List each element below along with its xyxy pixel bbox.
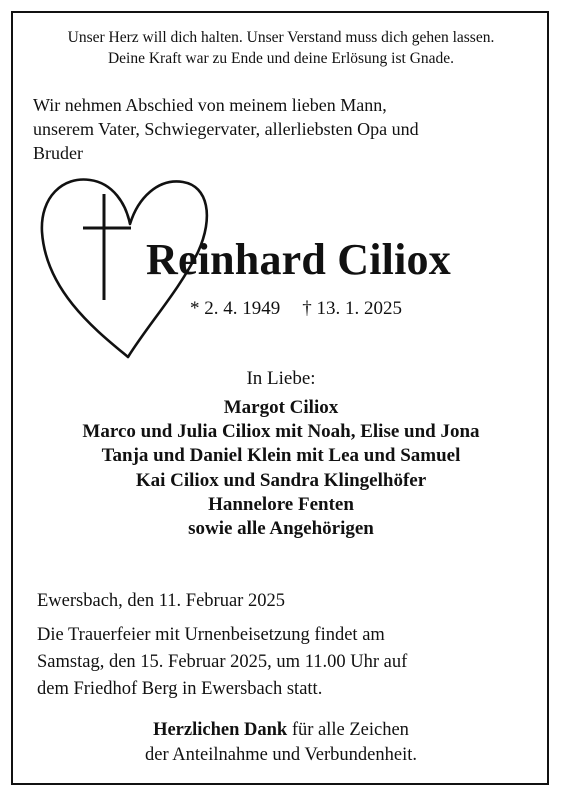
thanks-line-2: der Anteilnahme und Verbundenheit.: [145, 745, 417, 765]
mourner-name: Hannelore Fenten: [208, 493, 354, 515]
motto-line-2: Deine Kraft war zu Ende und deine Erlösung ist Gnade.: [107, 50, 455, 67]
thanks-line-1: [20, 718, 542, 743]
intro-line-3: Bruder: [33, 143, 83, 163]
motto: [20, 27, 542, 69]
intro-line-1: Wir nehmen Abschied von meinem lieben Mann,: [33, 95, 387, 115]
service-line-2: Samstag, den 15. Februar 2025, um 11.00 Uhr auf: [37, 652, 408, 672]
mourners-list: [20, 396, 542, 541]
mourner-name: Kai Ciliox und Sandra Klingelhöfer: [135, 469, 427, 491]
thanks-text: [20, 718, 542, 768]
service-info: [37, 622, 537, 703]
cross-icon: [83, 194, 131, 300]
mourner-name: Marco und Julia Ciliox mit Noah, Elise und Jona: [82, 421, 480, 443]
thanks-bold: Herzlichen Dank: [153, 720, 288, 740]
deceased-name: Reinhard Ciliox: [146, 235, 451, 284]
service-line-3: dem Friedhof Berg in Ewersbach statt.: [37, 679, 323, 699]
mourners-heading: In Liebe:: [246, 368, 316, 389]
mourner-name: sowie alle Angehörigen: [188, 518, 374, 540]
mourner-name: Tanja und Daniel Klein mit Lea und Samuel: [101, 445, 461, 467]
place-date: Ewersbach, den 11. Februar 2025: [37, 591, 285, 611]
birth-date: * 2. 4. 1949: [190, 298, 281, 319]
death-date: † 13. 1. 2025: [302, 298, 402, 319]
intro-line-2: unserem Vater, Schwiegervater, allerliebsten Opa und: [33, 119, 419, 139]
mourner-name: Margot Ciliox: [223, 397, 339, 418]
life-dates: [190, 296, 402, 322]
thanks-rest: für alle Zeichen: [287, 720, 409, 740]
service-line-1: Die Trauerfeier mit Urnenbeisetzung findet am: [37, 625, 385, 645]
intro-text: [33, 93, 533, 165]
motto-line-1: Unser Herz will dich halten. Unser Verstand muss dich gehen lassen.: [67, 29, 495, 46]
